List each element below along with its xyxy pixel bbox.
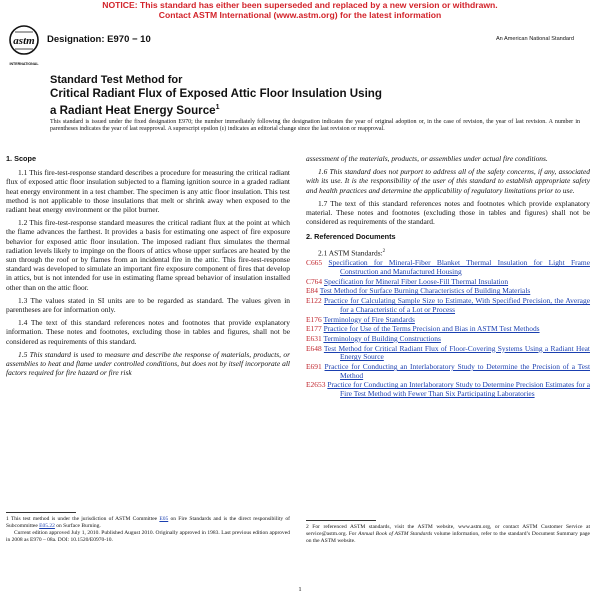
american-national-standard-label: An American National Standard <box>495 36 574 42</box>
reference-title-link[interactable]: Practice for Calculating Sample Size to Estimate, With Specified Precision, the Average for a Characteristic of a Lot or Process <box>323 296 591 314</box>
footnote-2-book-title: Annual Book of ASTM Standards <box>358 531 433 537</box>
astm-standards-label <box>306 247 590 258</box>
reference-item <box>306 278 590 287</box>
reference-code-link[interactable]: E691 <box>306 362 322 372</box>
reference-item <box>306 287 590 296</box>
reference-title-link[interactable]: Specification for Mineral Fiber Loose-Fill Thermal Insulation <box>323 276 509 286</box>
reference-code-link[interactable]: E631 <box>306 333 322 343</box>
title-footnote-ref: 1 <box>215 103 220 111</box>
astm-logo-icon <box>8 24 40 68</box>
section-heading-referenced-documents: 2. Referenced Documents <box>306 232 396 242</box>
astm-standards-footnote-ref: 2 <box>382 248 386 254</box>
reference-code-link[interactable]: E177 <box>306 324 322 334</box>
reference-title-link[interactable]: Practice for Use of the Terms Precision and Bias in ASTM Test Methods <box>323 324 540 334</box>
supersede-notice <box>0 0 600 20</box>
paragraph-1-2: 1.2 This fire-test-response standard measures the critical radiant flux at the point at which the flame advances the farthest. It provides a basis for estimating one aspect of fire exposure behavior for exposed attic floor insulation. The imposed radiant flux simulates the thermal radiation levels likely to impinge on the floors of attics whose upper surfaces are heated by the sun through the roof or by flames from an incidental fire in the attic. This fire-test-response standard was developed to simulate an important fire exposure component of fires that develop in attics, but is not intended for use in estimating flame spread behavior of insulation installed other than on the attic floor. <box>6 218 290 292</box>
paragraph-1-5: 1.5 This standard is used to measure and describe the response of materials, products, or assemblies to heat and flame under controlled conditions, but does not by itself incorporate all factors required for fire hazard or fire risk <box>6 349 290 378</box>
paragraph-1-7: 1.7 The text of this standard references notes and footnotes which provide explanatory material. These notes and footnotes (excluding those in tables and figures) shall not be considered as requirements of the standard. <box>306 198 590 227</box>
paragraph-1-1: 1.1 This fire-test-response standard describes a procedure for measuring the critical radiant flux of exposed attic floor insulation subjected to a flaming ignition source in a graded radiant heat energy environment in a test chamber. The specimen is any attic floor insulation. This test method is not applicable to those insulations that melt or shrink away when exposed to the radiant heat energy environment or the pilot burner. <box>6 168 290 215</box>
link-e05-22[interactable]: E05.22 <box>39 523 55 529</box>
designation: Designation: E970 − 10 <box>47 34 151 45</box>
title-line-3 <box>50 101 570 117</box>
reference-title-link[interactable]: Specification for Mineral-Fiber Blanket Thermal Insulation for Light Frame Construction and Manufactured Housing <box>328 258 590 277</box>
title-line-1: Standard Test Method for <box>50 74 183 86</box>
reference-title-link[interactable]: Terminology of Fire Standards <box>323 314 415 324</box>
page-number: 1 <box>298 586 302 593</box>
footnote-rule-left <box>6 512 76 513</box>
reference-title-link[interactable]: Terminology of Building Constructions <box>323 333 441 343</box>
title-line-2: Critical Radiant Flux of Exposed Attic Floor Insulation Using <box>50 87 382 100</box>
reference-code-link[interactable]: E122 <box>306 296 322 306</box>
paragraph-1-3: 1.3 The values stated in SI units are to be regarded as standard. The values given in parentheses are for information only. <box>6 295 290 315</box>
reference-title-link[interactable]: Practice for Conducting an Interlaboratory Study to Determine the Precision of a Test Method <box>324 362 591 380</box>
reference-item <box>306 345 590 362</box>
notice-line-2: Contact ASTM International (www.astm.org) for the latest information <box>158 10 442 20</box>
reference-item <box>306 297 590 314</box>
reference-code-link[interactable]: E176 <box>306 314 322 324</box>
footnote-rule-right <box>306 520 376 521</box>
reference-item <box>306 325 590 334</box>
document-title <box>50 74 570 117</box>
left-column <box>6 154 290 381</box>
footnote-1-part-b: on Fire Standards and is the direct responsibility of Subcommittee <box>6 516 290 529</box>
notice-line-1: NOTICE: This standard has either been superseded and replaced by a new version or withdrawn. <box>102 0 498 10</box>
footnote-2-part-c: volume information, refer to the standard’s Document Summary page on the ASTM website. <box>306 531 590 544</box>
issued-note: This standard is issued under the fixed designation E970; the number immediately following the designation indicates the year of original adoption or, in the case of revision, the year of last revision. A number in parentheses indicates the year of last reapproval. A superscript epsilon (ε) indicates an editorial change since the last revision or reapproval. <box>50 119 580 133</box>
reference-item <box>306 381 590 398</box>
reference-item <box>306 316 590 325</box>
footnote-2 <box>306 524 590 545</box>
footnote-1-part-d: Current edition approved July 1, 2010. Published August 2010. Originally approved in 1983. Last previous edition approved in 2008 as E970 – 08a. DOI: 10.1520/E0970-10. <box>6 530 290 543</box>
reference-title-link[interactable]: Practice for Conducting an Interlaboratory Study to Determine Precision Estimates for a Fire Test Method with Fewer Than Six Participating Laboratories <box>327 380 591 399</box>
footnote-1-part-c: on Surface Burning. <box>54 523 101 529</box>
logo-caption: INTERNATIONAL <box>9 62 39 66</box>
reference-item <box>306 363 590 380</box>
reference-code-link[interactable]: E2653 <box>306 380 326 390</box>
footnote-1-part-a: 1 This test method is under the jurisdiction of ASTM Committee <box>6 516 160 522</box>
title-line-3-text: a Radiant Heat Energy Source <box>50 103 216 117</box>
link-e05[interactable]: E05 <box>159 516 169 522</box>
reference-title-link[interactable]: Test Method for Surface Burning Characteristics of Building Materials <box>319 286 531 296</box>
footnote-1 <box>6 516 290 544</box>
reference-list <box>306 259 590 399</box>
reference-code-link[interactable]: E84 <box>306 286 318 296</box>
section-heading-scope: 1. Scope <box>6 154 37 163</box>
svg-text:astm: astm <box>13 35 35 47</box>
astm-standards-text: 2.1 ASTM Standards: <box>318 248 383 258</box>
paragraph-1-5-cont: assessment of the materials, products, or assemblies under actual fire conditions. <box>306 154 548 163</box>
reference-code-link[interactable]: C764 <box>306 276 323 286</box>
right-column <box>306 154 590 400</box>
reference-code-link[interactable]: E648 <box>306 343 322 353</box>
reference-item <box>306 335 590 344</box>
paragraph-1-4: 1.4 The text of this standard references notes and footnotes that provide explanatory information. These notes and footnotes, excluding those in tables and figures, shall not be considered as requirements of this standard. <box>6 318 290 346</box>
footnote-2-part-a: 2 For referenced ASTM standards, visit the ASTM website, www.astm.org, or contact ASTM Customer Service at service@astm.org. For <box>306 524 590 537</box>
reference-title-link[interactable]: Test Method for Critical Radiant Flux of Floor-Covering Systems Using a Radiant Heat Energy Source <box>323 343 590 362</box>
reference-item <box>306 259 590 276</box>
paragraph-1-6: 1.6 This standard does not purport to address all of the safety concerns, if any, associated with its use. It is the responsibility of the user of this standard to establish appropriate safety and health practices and determine the applicability of regulatory limitations prior to use. <box>306 167 590 195</box>
reference-code-link[interactable]: C665 <box>306 258 323 268</box>
